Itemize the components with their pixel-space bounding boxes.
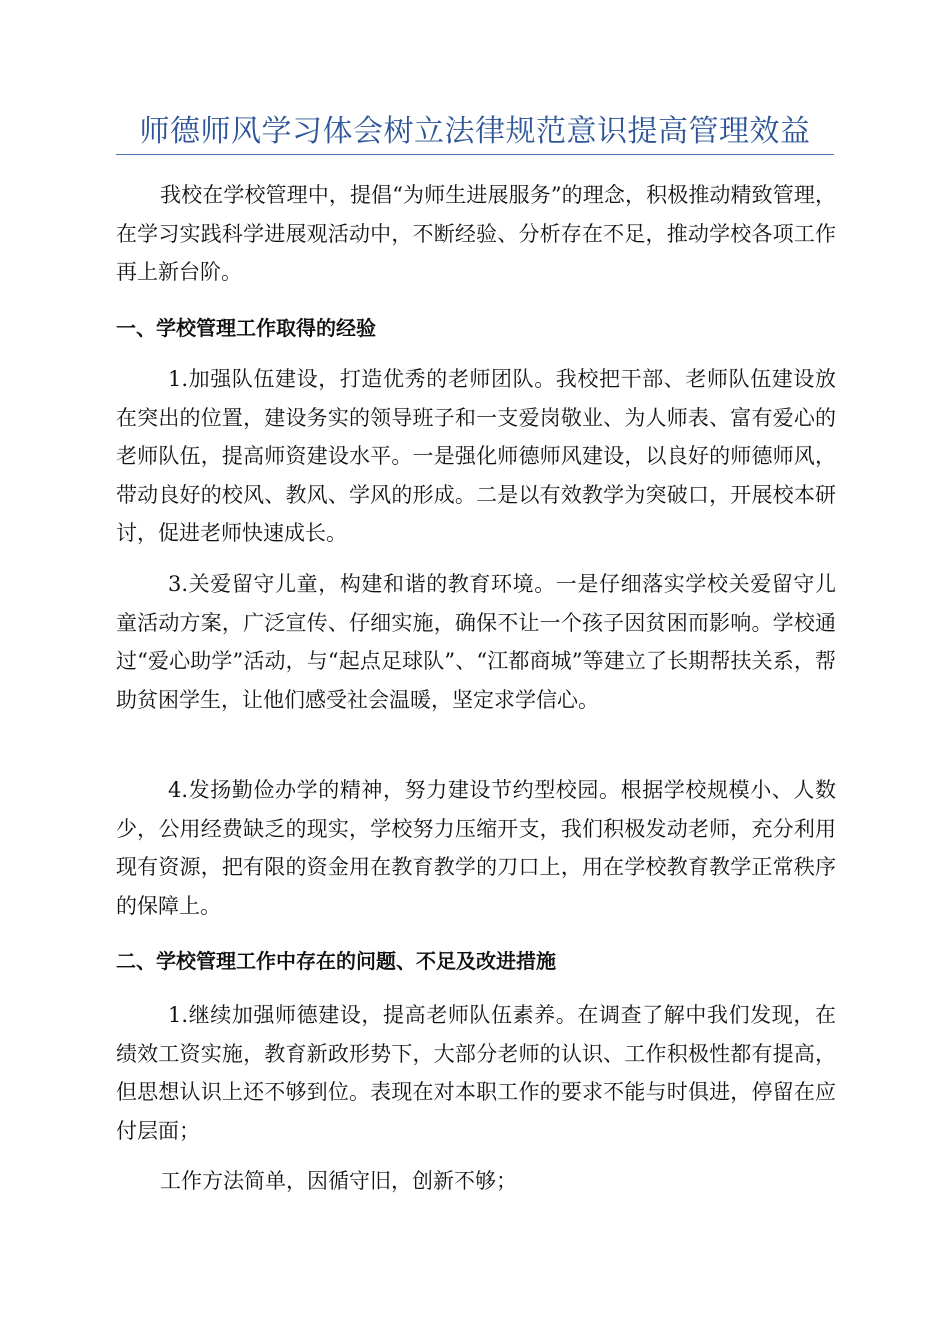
intro-paragraph: 我校在学校管理中，提倡“为师生进展服务”的理念，积极推动精致管理，在学习实践科学进展观活动中，不断经验、分析存在不足，推动学校各项工作再上新台阶。 (116, 183, 836, 284)
section-1-paragraph-3: 3.关爱留守儿童，构建和谐的教育环境。一是仔细落实学校关爱留守儿童活动方案，广泛宣传、仔细实施，确保不让一个孩子因贫困而影响。学校通过“爱心助学”活动，与“起点足球队”、“江都商城”等建立了长期帮扶关系，帮助贫困学生，让他们感受社会温暖，坚定求学信心。 (116, 572, 836, 712)
section-1-paragraph-4: 4.发扬勤俭办学的精神，努力建设节约型校园。根据学校规模小、人数少，公用经费缺乏的现实，学校努力压缩开支，我们积极发动老师，充分利用现有资源，把有限的资金用在教育教学的刀口上，用在学校教育教学正常秩序的保障上。 (116, 778, 836, 918)
section-1-paragraph-1: 1.加强队伍建设，打造优秀的老师团队。我校把干部、老师队伍建设放在突出的位置，建设务实的领导班子和一支爱岗敬业、为人师表、富有爱心的老师队伍，提高师资建设水平。一是强化师德师风建设，以良好的师德师风，带动良好的校风、教风、学风的形成。二是以有效教学为突破口，开展校本研讨，促进老师快速成长。 (116, 367, 836, 545)
section-2-paragraph-1: 1.继续加强师德建设，提高老师队伍素养。在调查了解中我们发现，在绩效工资实施，教育新政形势下，大部分老师的认识、工作积极性都有提高，但思想认识上还不够到位。表现在对本职工作的要求不能与时俱进，停留在应付层面； (116, 1003, 836, 1143)
section-2-heading: 二、学校管理工作中存在的问题、不足及改进措施 (116, 949, 556, 973)
section-2-paragraph-2: 工作方法简单，因循守旧，创新不够； (160, 1169, 517, 1193)
title-underline (116, 154, 834, 155)
document-title: 师德师风学习体会树立法律规范意识提高管理效益 (139, 114, 811, 149)
section-1-heading: 一、学校管理工作取得的经验 (116, 316, 376, 340)
